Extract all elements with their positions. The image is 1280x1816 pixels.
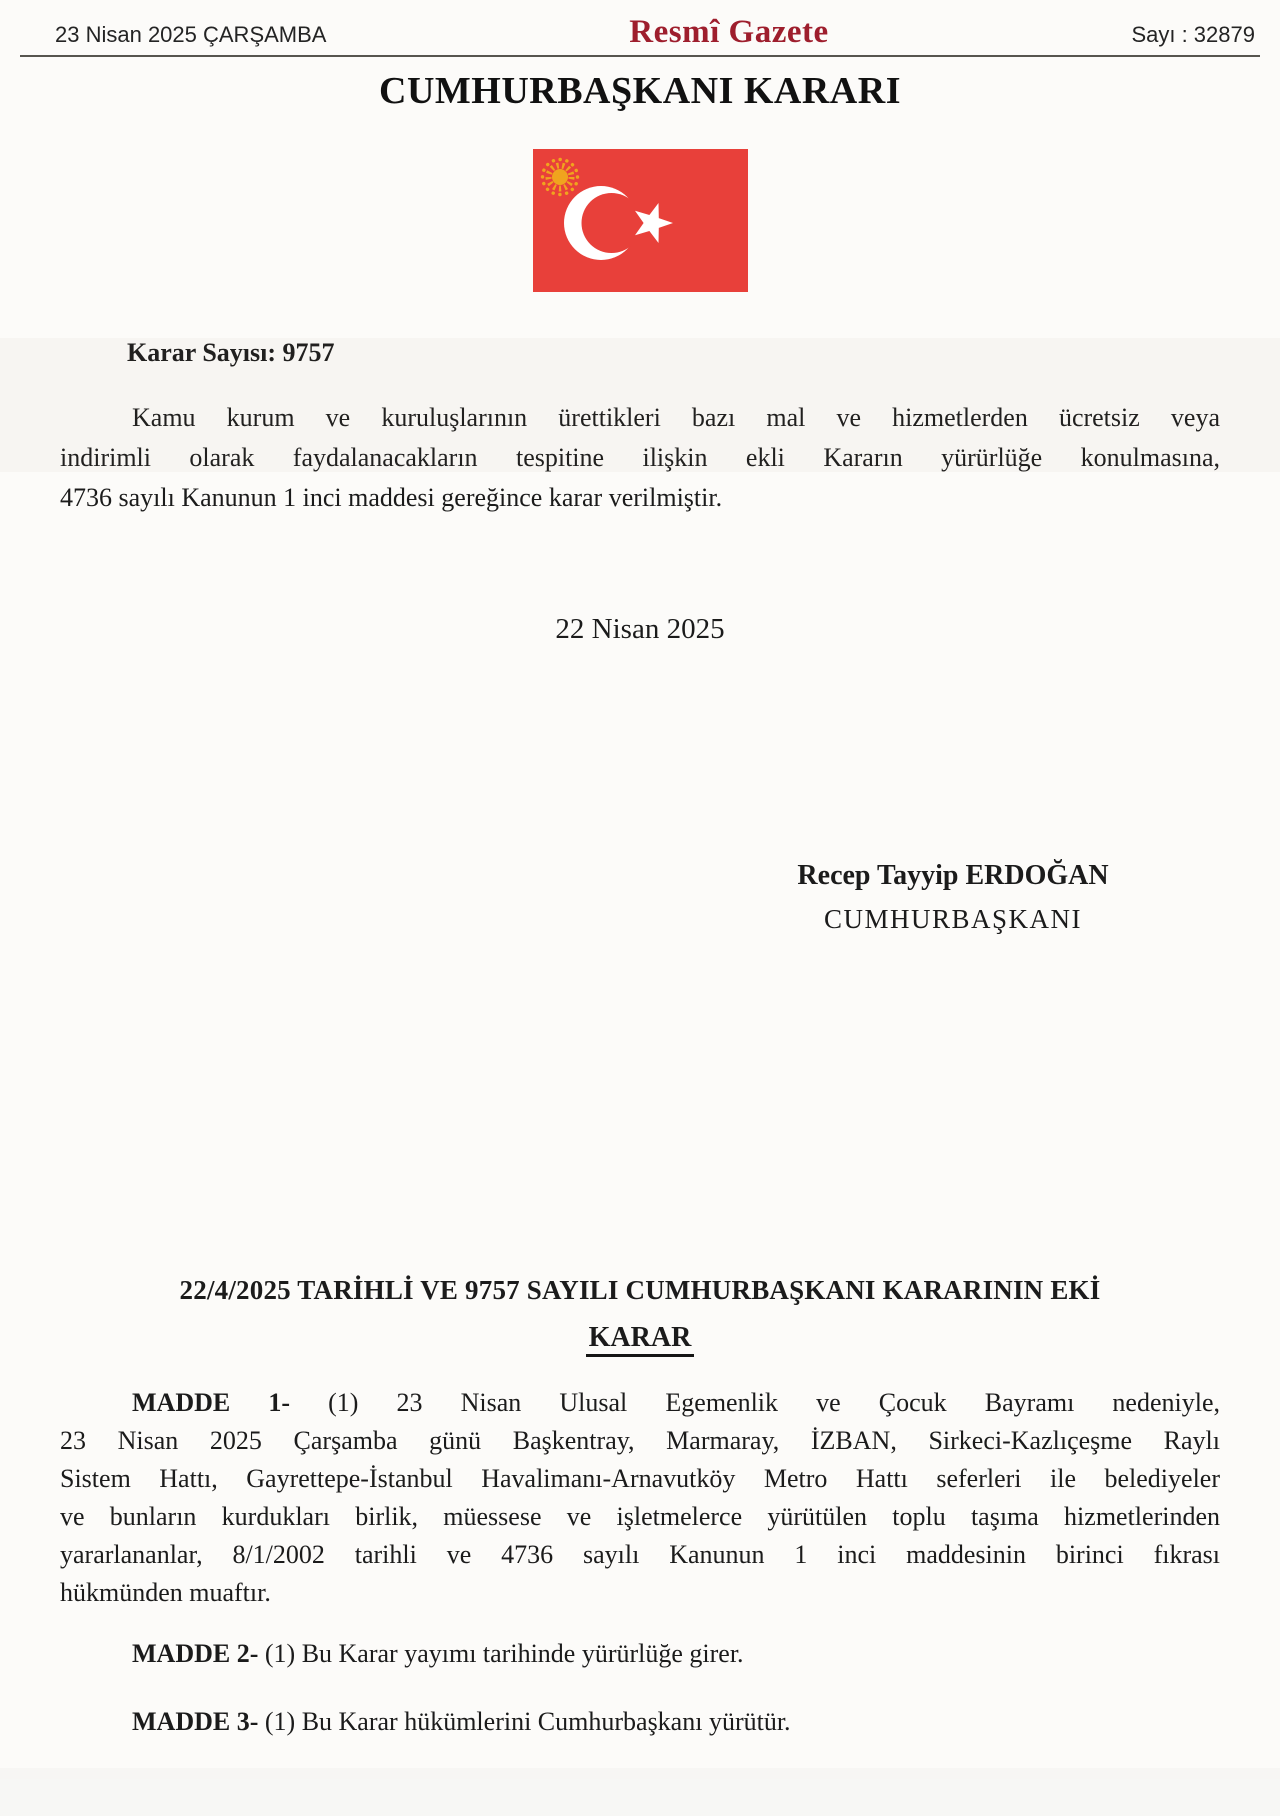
article-first-line-text: (1) Bu Karar yayımı tarihinde yürürlüğe girer. <box>258 1639 744 1668</box>
text-line: yararlananlar, 8/1/2002 tarihli ve 4736 sayılı Kanunun 1 inci maddesinin birinci fıkrası <box>60 1540 1220 1569</box>
annex-subheading-text: KARAR <box>586 1322 695 1357</box>
gazette-title: Resmî Gazete <box>629 14 829 50</box>
annex-subheading <box>0 1322 1280 1354</box>
text-line: Kamu kurum ve kuruluşlarının ürettikleri bazı mal ve hizmetlerden ücretsiz veya <box>132 403 1220 432</box>
annex-heading: 22/4/2025 TARİHLİ VE 9757 SAYILI CUMHURBAŞKANI KARARININ EKİ <box>179 1275 1101 1305</box>
text-line: hükmünden muaftır. <box>60 1578 271 1607</box>
annex-articles <box>0 1384 1280 1741</box>
article-madde-1 <box>60 1384 1220 1612</box>
text-line <box>60 1703 1220 1741</box>
paragraph-lines <box>60 1422 1220 1612</box>
article-label: MADDE 3- <box>132 1707 259 1736</box>
text-line: Sistem Hattı, Gayrettepe-İstanbul Havalimanı-Arnavutköy Metro Hattı seferleri ile belediyeler <box>60 1464 1220 1493</box>
decree-date: 22 Nisan 2025 <box>555 613 725 645</box>
text-line: 4736 sayılı Kanunun 1 inci maddesi gereğince karar verilmiştir. <box>60 483 723 512</box>
scan-artifact <box>0 1768 1280 1816</box>
issue-number: Sayı : 32879 <box>1131 22 1255 47</box>
article-madde-3 <box>60 1703 1220 1741</box>
signature-name: Recep Tayyip ERDOĞAN <box>797 860 1109 891</box>
article-label: MADDE 2- <box>132 1639 259 1668</box>
masthead-divider <box>20 55 1260 57</box>
turkish-flag-image <box>533 149 748 292</box>
article-first-line-text: (1) Bu Karar hükümlerini Cumhurbaşkanı yürütür. <box>258 1707 791 1736</box>
article-first-line-text: (1) 23 Nisan Ulusal Egemenlik ve Çocuk Bayramı nedeniyle, <box>289 1388 1220 1417</box>
text-line <box>60 1384 1220 1422</box>
signature-title: CUMHURBAŞKANI <box>823 904 1083 934</box>
text-line: 23 Nisan 2025 Çarşamba günü Başkentray, Marmaray, İZBAN, Sirkeci-Kazlıçeşme Raylı <box>60 1426 1220 1455</box>
article-label: MADDE 1- <box>132 1388 290 1417</box>
text-line: indirimli olarak faydalanacakların tespitine ilişkin ekli Kararın yürürlüğe konulmasına, <box>60 443 1220 472</box>
text-line: ve bunların kurdukları birlik, müessese ve işletmelerce yürütülen toplu taşıma hizmetlerinden <box>60 1502 1220 1531</box>
masthead <box>0 0 1280 51</box>
decision-number: Karar Sayısı: 9757 <box>127 338 335 367</box>
signature-block <box>718 860 1188 935</box>
masthead-date: 23 Nisan 2025 ÇARŞAMBA <box>55 22 327 47</box>
decree-paragraph <box>0 398 1280 518</box>
paragraph-lines <box>60 438 1220 518</box>
flag-container <box>0 149 1280 292</box>
text-line <box>60 1635 1220 1673</box>
decree-title: CUMHURBAŞKANI KARARI <box>379 70 901 112</box>
article-madde-2 <box>60 1635 1220 1673</box>
